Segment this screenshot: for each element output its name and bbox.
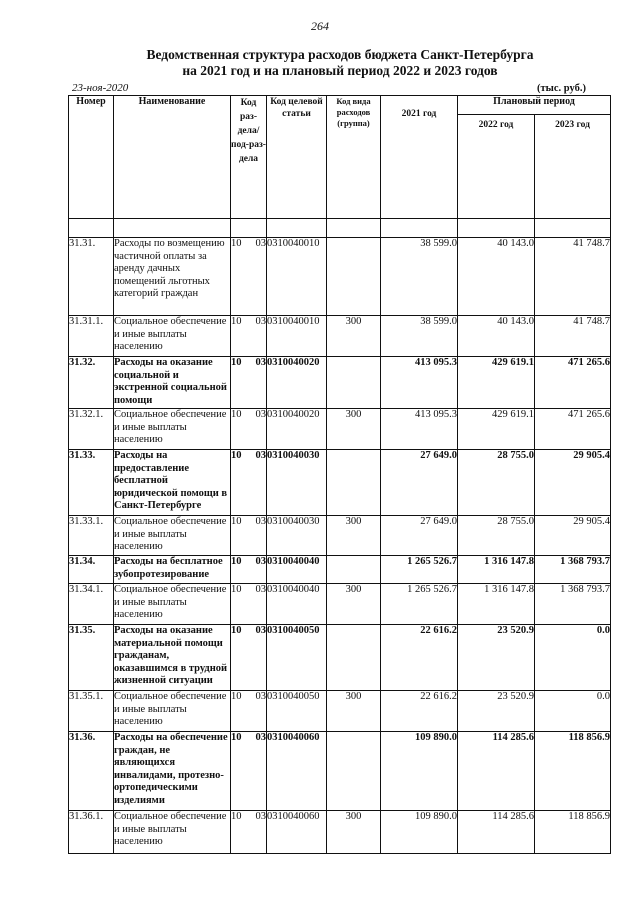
expense-type-code: 300 [327,516,381,556]
row-name: Социальное обеспечение и иные выплаты населению [114,584,231,625]
table-row [69,357,611,409]
header-expense-type-code: Код вида расходов (группа) [327,96,381,219]
section-code: 10 [231,811,248,854]
amount-2023: 118 856.9 [535,811,611,854]
section-code: 10 [231,625,248,691]
amount-2023: 1 368 793.7 [535,584,611,625]
amount-2021: 22 616.2 [381,691,458,732]
amount-2023: 471 265.6 [535,409,611,450]
expense-type-code [327,357,381,409]
amount-2023: 1 368 793.7 [535,556,611,584]
amount-2021: 27 649.0 [381,450,458,516]
expense-type-code [327,238,381,316]
amount-2023: 0.0 [535,625,611,691]
section-code: 10 [231,516,248,556]
table-row [69,238,611,316]
amount-2022: 429 619.1 [458,357,535,409]
section-code: 10 [231,450,248,516]
amount-2022: 40 143.0 [458,238,535,316]
amount-2022: 23 520.9 [458,625,535,691]
row-number: 31.36. [69,732,114,811]
amount-2023: 41 748.7 [535,238,611,316]
header-2022: 2022 год [458,115,535,219]
table-row [69,625,611,691]
amount-2022: 114 285.6 [458,732,535,811]
table-row [69,516,611,556]
target-code: 0310040060 [267,732,327,811]
amount-2022: 1 316 147.8 [458,556,535,584]
amount-2021: 1 265 526.7 [381,584,458,625]
amount-2023: 0.0 [535,691,611,732]
row-name: Расходы на бесплатное зубопротезирование [114,556,231,584]
row-number: 31.35.1. [69,691,114,732]
subsection-code: 03 [248,409,267,450]
subsection-code: 03 [248,556,267,584]
target-code: 0310040050 [267,691,327,732]
amount-2022: 429 619.1 [458,409,535,450]
section-code: 10 [231,238,248,316]
subsection-code: 03 [248,316,267,357]
target-code: 0310040060 [267,811,327,854]
header-2021: 2021 год [381,96,458,219]
amount-2023: 471 265.6 [535,357,611,409]
section-code: 10 [231,409,248,450]
subsection-code: 03 [248,691,267,732]
amount-2021: 27 649.0 [381,516,458,556]
target-code: 0310040040 [267,584,327,625]
amount-2023: 41 748.7 [535,316,611,357]
table-row [69,732,611,811]
row-number: 31.32.1. [69,409,114,450]
amount-2021: 109 890.0 [381,732,458,811]
expense-type-code [327,625,381,691]
row-name: Расходы на оказание социальной и экстренной социальной помощи [114,357,231,409]
header-section-code: Код раз-дела/ под-раз-дела [231,96,267,219]
row-number: 31.34. [69,556,114,584]
page-number: 264 [311,19,329,33]
header-name: Наименование [114,96,231,219]
amount-2021: 38 599.0 [381,238,458,316]
expense-type-code [327,732,381,811]
section-code: 10 [231,556,248,584]
header-target-code: Код целевой статьи [267,96,327,219]
table-row [69,584,611,625]
row-number: 31.33.1. [69,516,114,556]
subsection-code: 03 [248,238,267,316]
row-name: Социальное обеспечение и иные выплаты населению [114,516,231,556]
subsection-code: 03 [248,732,267,811]
amount-2022: 23 520.9 [458,691,535,732]
row-number: 31.36.1. [69,811,114,854]
expense-type-code [327,556,381,584]
header-number: Номер [69,96,114,219]
units-label: (тыс. руб.) [537,83,586,94]
section-code: 10 [231,316,248,357]
expense-type-code [327,450,381,516]
target-code: 0310040030 [267,516,327,556]
amount-2023: 29 905.4 [535,450,611,516]
expense-type-code: 300 [327,316,381,357]
table-row [69,811,611,854]
target-code: 0310040010 [267,238,327,316]
table-row [69,691,611,732]
target-code: 0310040010 [267,316,327,357]
table-row [69,316,611,357]
title-line-2: на 2021 год и на плановый период 2022 и 2023 годов [182,63,498,78]
amount-2022: 114 285.6 [458,811,535,854]
amount-2023: 29 905.4 [535,516,611,556]
row-name: Социальное обеспечение и иные выплаты населению [114,316,231,357]
header-planned-period: Плановый период [458,96,611,115]
table-row [69,450,611,516]
amount-2022: 28 755.0 [458,450,535,516]
table-row [69,556,611,584]
row-number: 31.35. [69,625,114,691]
subsection-code: 03 [248,625,267,691]
amount-2021: 413 095.3 [381,409,458,450]
target-code: 0310040020 [267,409,327,450]
subsection-code: 03 [248,584,267,625]
document-date: 23-ноя-2020 [72,82,129,94]
amount-2023: 118 856.9 [535,732,611,811]
target-code: 0310040040 [267,556,327,584]
row-name: Расходы на обеспечение граждан, не являющихся инвалидами, протезно-ортопедическими изделиями [114,732,231,811]
target-code: 0310040020 [267,357,327,409]
expense-type-code: 300 [327,584,381,625]
spacer-row [69,219,611,238]
title-line-1: Ведомственная структура расходов бюджета Санкт-Петербурга [146,47,534,62]
target-code: 0310040030 [267,450,327,516]
row-name: Социальное обеспечение и иные выплаты населению [114,811,231,854]
subsection-code: 03 [248,357,267,409]
row-number: 31.32. [69,357,114,409]
subsection-code: 03 [248,811,267,854]
amount-2021: 22 616.2 [381,625,458,691]
row-number: 31.34.1. [69,584,114,625]
amount-2021: 38 599.0 [381,316,458,357]
row-number: 31.31. [69,238,114,316]
document-title [60,47,620,79]
section-code: 10 [231,691,248,732]
amount-2022: 40 143.0 [458,316,535,357]
target-code: 0310040050 [267,625,327,691]
row-name: Расходы по возмещению частичной оплаты за аренду дачных помещений льготных категорий граждан [114,238,231,316]
table-row [69,409,611,450]
expense-type-code: 300 [327,811,381,854]
section-code: 10 [231,732,248,811]
subsection-code: 03 [248,516,267,556]
amount-2021: 109 890.0 [381,811,458,854]
amount-2021: 413 095.3 [381,357,458,409]
row-number: 31.31.1. [69,316,114,357]
row-name: Расходы на предоставление бесплатной юридической помощи в Санкт-Петербурге [114,450,231,516]
row-name: Социальное обеспечение и иные выплаты населению [114,691,231,732]
section-code: 10 [231,357,248,409]
row-name: Социальное обеспечение и иные выплаты населению [114,409,231,450]
amount-2022: 28 755.0 [458,516,535,556]
subsection-code: 03 [248,450,267,516]
budget-table [68,95,611,854]
amount-2022: 1 316 147.8 [458,584,535,625]
amount-2021: 1 265 526.7 [381,556,458,584]
header-2023: 2023 год [535,115,611,219]
section-code: 10 [231,584,248,625]
expense-type-code: 300 [327,691,381,732]
expense-type-code: 300 [327,409,381,450]
row-name: Расходы на оказание материальной помощи гражданам, оказавшимся в трудной жизненной ситуации [114,625,231,691]
row-number: 31.33. [69,450,114,516]
